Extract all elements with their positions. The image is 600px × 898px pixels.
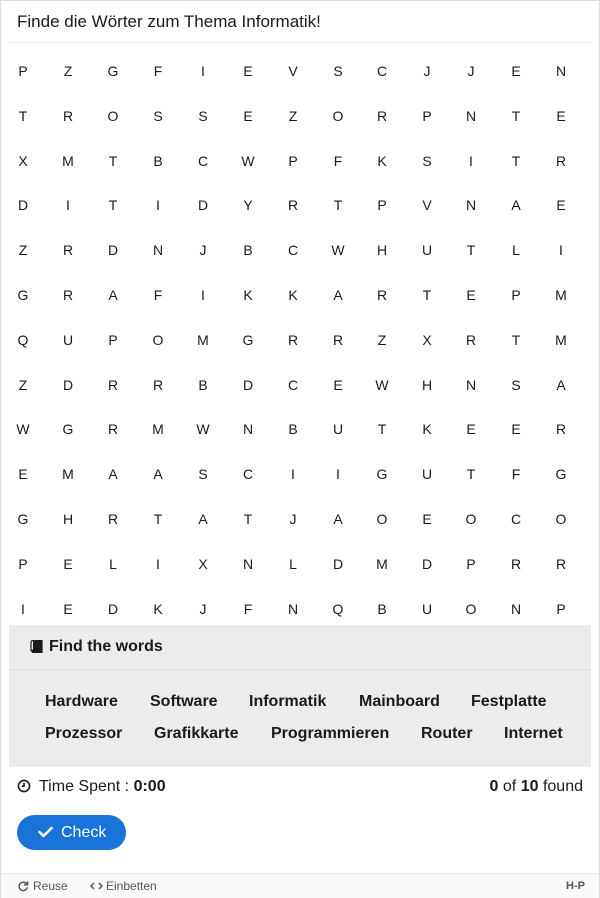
grid-cell[interactable]: T — [466, 242, 476, 259]
grid-cell[interactable]: B — [243, 242, 253, 259]
grid-cell[interactable]: M — [62, 466, 74, 483]
grid-cell[interactable]: T — [108, 197, 118, 214]
grid-cell[interactable]: A — [153, 466, 163, 483]
grid-cell[interactable]: B — [377, 600, 387, 617]
grid-cell[interactable]: S — [198, 107, 208, 124]
book-icon — [30, 640, 43, 653]
grid-cell[interactable]: O — [332, 107, 344, 124]
found-total: 10 — [520, 778, 539, 795]
grid-cell[interactable]: R — [62, 107, 74, 124]
code-icon — [90, 880, 103, 892]
grid-cell[interactable]: X — [422, 331, 432, 348]
grid-cell[interactable]: R — [555, 421, 567, 438]
grid-cell[interactable]: J — [467, 63, 475, 79]
grid-cell[interactable]: A — [108, 466, 118, 483]
grid-cell[interactable]: I — [336, 466, 340, 483]
grid-row — [1, 363, 591, 408]
grid-cell[interactable]: E — [63, 555, 73, 572]
grid-cell[interactable]: D — [197, 197, 209, 214]
grid-cell[interactable]: A — [333, 286, 343, 303]
grid-cell[interactable]: E — [511, 421, 521, 438]
grid-cell[interactable]: L — [512, 242, 520, 259]
clock-icon — [17, 779, 31, 793]
grid-cell[interactable]: F — [333, 152, 343, 169]
grid-cell[interactable]: B — [153, 152, 163, 169]
grid-cell[interactable]: N — [465, 107, 477, 124]
grid-cell[interactable]: E — [243, 63, 253, 79]
grid-cell[interactable]: A — [556, 376, 566, 393]
grid-cell[interactable]: X — [18, 152, 28, 169]
grid-cell[interactable]: W — [375, 376, 389, 393]
word-item: Programmieren — [271, 725, 390, 742]
grid-cell[interactable]: E — [18, 466, 28, 483]
grid-cell[interactable]: N — [152, 242, 164, 259]
grid-cell[interactable]: R — [287, 197, 299, 214]
grid-cell[interactable]: T — [511, 331, 521, 348]
grid-cell[interactable]: K — [288, 286, 298, 303]
grid-cell[interactable]: Q — [332, 600, 344, 617]
found-of-text: of — [502, 778, 517, 795]
grid-cell[interactable]: B — [288, 421, 298, 438]
reuse-button[interactable] — [17, 879, 68, 893]
grid-cell[interactable]: P — [511, 286, 521, 303]
grid-cell[interactable]: W — [16, 421, 30, 438]
grid-row — [1, 94, 591, 139]
grid-cell[interactable]: F — [153, 63, 163, 79]
grid-cell[interactable]: I — [559, 242, 563, 259]
grid-cell[interactable]: G — [107, 63, 119, 79]
grid-row — [1, 318, 591, 363]
task-title: Finde die Wörter zum Thema Informatik! — [17, 12, 321, 31]
grid-cell[interactable]: I — [201, 286, 205, 303]
grid-cell[interactable]: S — [511, 376, 521, 393]
grid-cell[interactable]: T — [422, 286, 432, 303]
grid-cell[interactable]: I — [66, 197, 70, 214]
grid-cell[interactable]: W — [241, 152, 255, 169]
grid-cell[interactable]: U — [62, 331, 74, 348]
grid-cell[interactable]: P — [466, 555, 476, 572]
reuse-icon — [17, 880, 29, 892]
grid-cell[interactable]: I — [201, 63, 205, 79]
grid-cell[interactable]: K — [377, 152, 387, 169]
word-item: Software — [150, 693, 218, 710]
grid-cell[interactable]: I — [21, 600, 25, 617]
grid-cell[interactable]: N — [242, 421, 254, 438]
grid-cell[interactable]: O — [107, 107, 119, 124]
grid-cell[interactable]: V — [422, 197, 432, 214]
grid-cell[interactable]: D — [62, 376, 74, 393]
grid-cell[interactable]: G — [242, 331, 254, 348]
grid-cell[interactable]: X — [198, 555, 208, 572]
grid-row — [1, 497, 591, 542]
grid-cell[interactable]: R — [107, 510, 119, 527]
grid-cell[interactable]: G — [62, 421, 74, 438]
reuse-label: Reuse — [33, 879, 68, 893]
grid-cell[interactable]: E — [556, 107, 566, 124]
checkmark-icon — [38, 826, 53, 838]
grid-cell[interactable]: H — [421, 376, 433, 393]
grid-cell[interactable]: P — [18, 555, 28, 572]
grid-cell[interactable]: J — [289, 510, 297, 527]
grid-cell[interactable]: P — [422, 107, 432, 124]
grid-cell[interactable]: M — [555, 331, 567, 348]
grid-cell[interactable]: E — [466, 286, 476, 303]
time-spent — [39, 778, 166, 796]
grid-cell[interactable]: N — [287, 600, 299, 617]
grid-cell[interactable]: T — [511, 152, 521, 169]
grid-cell[interactable]: P — [18, 63, 28, 79]
grid-cell[interactable]: I — [469, 152, 473, 169]
grid-cell[interactable]: J — [423, 63, 431, 79]
h5p-footer — [1, 873, 599, 898]
grid-cell[interactable]: S — [333, 63, 343, 79]
grid-cell[interactable]: G — [376, 466, 388, 483]
found-label: found — [542, 778, 583, 795]
grid-cell[interactable]: W — [331, 242, 345, 259]
grid-cell[interactable]: E — [466, 421, 476, 438]
grid-cell[interactable]: P — [288, 152, 298, 169]
grid-cell[interactable]: A — [198, 510, 208, 527]
grid-cell[interactable]: J — [199, 242, 207, 259]
grid-cell[interactable]: O — [465, 510, 477, 527]
grid-cell[interactable]: V — [288, 63, 298, 79]
grid-cell[interactable]: E — [333, 376, 343, 393]
word-list-header — [9, 625, 591, 670]
grid-cell[interactable]: R — [332, 331, 344, 348]
grid-cell[interactable]: R — [510, 555, 522, 572]
grid-cell[interactable]: G — [555, 466, 567, 483]
grid-cell[interactable]: E — [511, 63, 521, 79]
grid-cell[interactable]: T — [333, 197, 343, 214]
grid-cell[interactable]: M — [62, 152, 74, 169]
grid-row — [1, 49, 591, 94]
grid-cell[interactable]: U — [332, 421, 344, 438]
grid-cell[interactable]: Z — [18, 376, 28, 393]
word-list-title: Find the words — [49, 638, 163, 655]
grid-cell[interactable]: N — [465, 376, 477, 393]
word-item: Festplatte — [471, 693, 547, 710]
grid-cell[interactable]: E — [63, 600, 73, 617]
grid-cell[interactable]: O — [555, 510, 567, 527]
grid-cell[interactable]: R — [62, 286, 74, 303]
grid-cell[interactable]: E — [422, 510, 432, 527]
grid-cell[interactable]: R — [376, 107, 388, 124]
grid-cell[interactable]: T — [243, 510, 253, 527]
grid-cell[interactable]: Y — [243, 197, 253, 214]
grid-cell[interactable]: A — [333, 510, 343, 527]
grid-cell[interactable]: O — [465, 600, 477, 617]
grid-cell[interactable]: T — [153, 510, 163, 527]
grid-cell[interactable]: C — [287, 376, 299, 393]
grid-row — [1, 183, 591, 228]
grid-cell[interactable]: N — [510, 600, 522, 617]
grid-cell[interactable]: T — [466, 466, 476, 483]
grid-cell[interactable]: Q — [17, 331, 29, 348]
grid-cell[interactable]: T — [108, 152, 118, 169]
grid-cell[interactable]: K — [422, 421, 432, 438]
grid-cell[interactable]: U — [421, 466, 433, 483]
grid-row — [1, 228, 591, 273]
word-item: Router — [421, 725, 473, 742]
grid-cell[interactable]: C — [242, 466, 254, 483]
grid-cell[interactable]: D — [421, 555, 433, 572]
grid-cell[interactable]: P — [108, 331, 118, 348]
time-spent-value: 0:00 — [133, 778, 166, 795]
grid-cell[interactable]: C — [197, 152, 209, 169]
grid-cell[interactable]: R — [555, 555, 567, 572]
grid-cell[interactable]: I — [156, 555, 160, 572]
grid-cell[interactable]: R — [107, 376, 119, 393]
grid-cell[interactable]: T — [377, 421, 387, 438]
grid-cell[interactable]: D — [17, 197, 29, 214]
grid-cell[interactable]: M — [555, 286, 567, 303]
grid-cell[interactable]: D — [242, 376, 254, 393]
grid-cell[interactable]: H — [376, 242, 388, 259]
grid-cell[interactable]: T — [18, 107, 28, 124]
h5p-logo: H-P — [566, 880, 585, 892]
check-button-label: Check — [61, 824, 107, 841]
grid-cell[interactable]: G — [17, 286, 29, 303]
grid-cell[interactable]: B — [198, 376, 208, 393]
grid-cell[interactable]: C — [510, 510, 522, 527]
grid-cell[interactable]: K — [153, 600, 163, 617]
grid-cell[interactable]: H — [62, 510, 74, 527]
grid-cell[interactable]: R — [152, 376, 164, 393]
grid-cell[interactable]: Z — [63, 63, 73, 79]
found-counter — [490, 778, 583, 796]
grid-cell[interactable]: R — [376, 286, 388, 303]
grid-cell[interactable]: F — [243, 600, 253, 617]
grid-cell[interactable]: C — [287, 242, 299, 259]
grid-cell[interactable]: W — [196, 421, 210, 438]
grid-cell[interactable]: P — [377, 197, 387, 214]
grid-cell[interactable]: A — [511, 197, 521, 214]
grid-cell[interactable]: G — [17, 510, 29, 527]
grid-cell[interactable]: M — [197, 331, 209, 348]
grid-cell[interactable]: D — [107, 600, 119, 617]
word-list-panel — [9, 625, 591, 767]
time-spent-label: Time Spent : — [39, 778, 130, 795]
grid-cell[interactable]: I — [291, 466, 295, 483]
grid-cell[interactable]: K — [243, 286, 253, 303]
word-item: Prozessor — [45, 725, 123, 742]
grid-cell[interactable]: Z — [288, 107, 298, 124]
grid-cell[interactable]: U — [421, 242, 433, 259]
grid-cell[interactable]: F — [153, 286, 163, 303]
grid-cell[interactable]: S — [422, 152, 432, 169]
grid-cell[interactable]: D — [107, 242, 119, 259]
grid-cell[interactable]: A — [108, 286, 118, 303]
grid-cell[interactable]: U — [421, 600, 433, 617]
grid-cell[interactable]: J — [199, 600, 207, 617]
title-divider — [9, 42, 591, 43]
grid-cell[interactable]: E — [556, 197, 566, 214]
letter-grid[interactable] — [1, 49, 591, 631]
grid-row — [1, 407, 591, 452]
grid-cell[interactable]: R — [555, 152, 567, 169]
word-item: Internet — [504, 725, 563, 742]
grid-cell[interactable]: I — [156, 197, 160, 214]
grid-row — [1, 273, 591, 318]
grid-cell[interactable]: E — [243, 107, 253, 124]
embed-button[interactable] — [90, 879, 157, 893]
grid-cell[interactable]: S — [153, 107, 163, 124]
grid-cell[interactable]: Z — [377, 331, 387, 348]
grid-cell[interactable]: T — [511, 107, 521, 124]
grid-cell[interactable]: R — [62, 242, 74, 259]
grid-cell[interactable]: L — [289, 555, 297, 572]
grid-cell[interactable]: S — [198, 466, 208, 483]
word-item: Grafikkarte — [154, 725, 239, 742]
grid-cell[interactable]: M — [152, 421, 164, 438]
grid-cell[interactable]: C — [376, 63, 388, 79]
grid-cell[interactable]: N — [242, 555, 254, 572]
grid-row — [1, 542, 591, 587]
word-item: Informatik — [249, 693, 327, 710]
grid-cell[interactable]: R — [465, 331, 477, 348]
grid-row — [1, 452, 591, 497]
grid-cell[interactable]: O — [376, 510, 388, 527]
embed-label: Einbetten — [106, 879, 157, 893]
grid-row — [1, 139, 591, 184]
grid-cell[interactable]: F — [511, 466, 521, 483]
word-item: Mainboard — [359, 693, 440, 710]
grid-cell[interactable]: N — [555, 63, 567, 79]
grid-cell[interactable]: P — [556, 600, 566, 617]
grid-cell[interactable]: R — [107, 421, 119, 438]
grid-cell[interactable]: L — [109, 555, 117, 572]
check-button[interactable] — [17, 815, 126, 850]
grid-cell[interactable]: Z — [18, 242, 28, 259]
word-item: Hardware — [45, 693, 118, 710]
found-count: 0 — [489, 778, 499, 795]
grid-cell[interactable]: M — [376, 555, 388, 572]
grid-cell[interactable]: R — [287, 331, 299, 348]
grid-cell[interactable]: O — [152, 331, 164, 348]
grid-cell[interactable]: D — [332, 555, 344, 572]
grid-cell[interactable]: N — [465, 197, 477, 214]
